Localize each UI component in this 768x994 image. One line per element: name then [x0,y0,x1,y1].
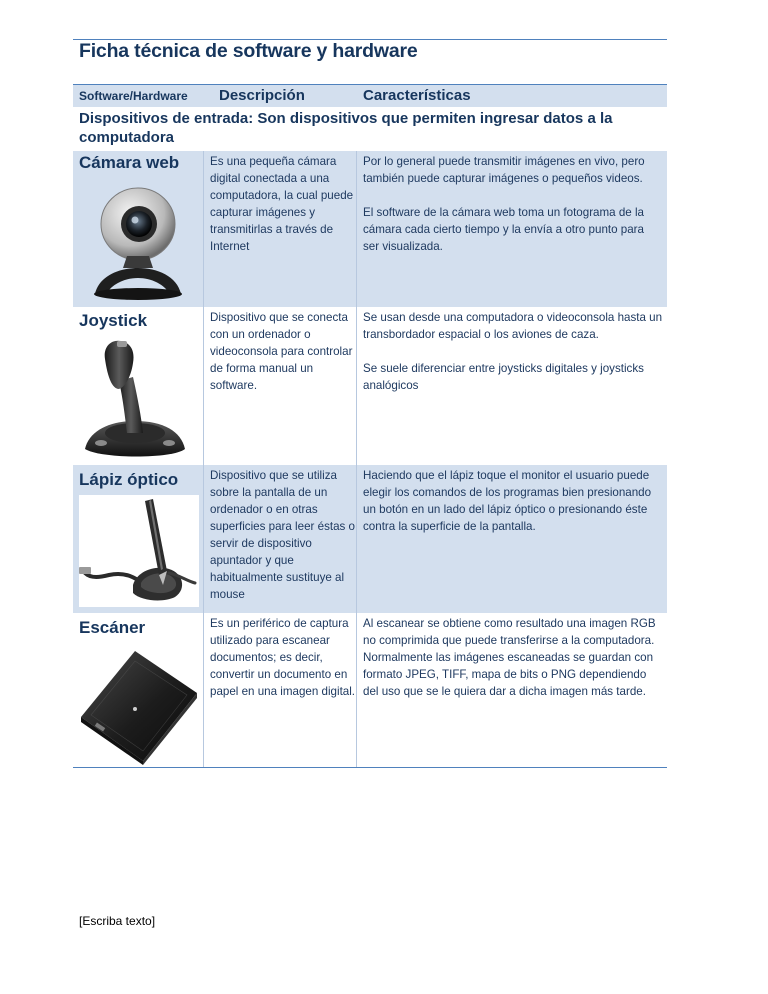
paragraph-gap [363,187,663,204]
feature-paragraph: Por lo general puede transmitir imágenes en vivo, pero también puede capturar imágenes o pequeños videos. [363,155,645,185]
webcam-image [85,184,191,302]
device-description: Dispositivo que se conecta con un ordenador o videoconsola para controlar de forma manual un software. [210,311,353,392]
header-descripcion: Descripción [219,87,305,104]
scanner-image [77,643,201,765]
light-pen-image [79,495,199,607]
column-divider [203,151,204,307]
paragraph-gap [363,343,663,360]
device-name: Lápiz óptico [79,470,179,489]
table-row [73,465,667,613]
joystick-image [81,337,189,463]
device-description: Es una pequeña cámara digital conectada a una computadora, la cual puede capturar imágenes y transmitirlas a través de Internet [210,155,354,253]
column-divider [356,465,357,613]
page-title: Ficha técnica de software y hardware [79,40,418,62]
table-row [73,151,667,307]
feature-paragraph: Se usan desde una computadora o videoconsola hasta un transbordador espacial o los aviones de caza. [363,311,663,341]
feature-paragraph: Se suele diferenciar entre joysticks digitales y joysticks analógicos [363,362,644,392]
section-title: Dispositivos de entrada: Son dispositivos que permiten ingresar datos a la computadora [79,110,613,146]
feature-paragraph: El software de la cámara web toma un fotograma de la cámara cada cierto tiempo y la envía a otro punto para ser visualizada. [363,206,644,253]
device-name: Cámara web [79,153,180,172]
device-description: Es un periférico de captura utilizado para escanear documentos; es decir, convertir un documento en papel en una imagen digital. [210,617,356,698]
table-row [73,307,667,465]
feature-paragraph: Normalmente las imágenes escaneadas se guardan con formato JPEG, TIFF, mapa de bits o PNG dependiendo del uso que se le quiera dar a dicha imagen más tarde. [363,651,654,698]
table-header-row [73,85,667,107]
device-features [363,309,663,394]
column-divider [356,151,357,307]
device-name: Joystick [79,311,148,330]
device-features [363,467,663,535]
column-divider [203,307,204,465]
device-features [363,615,663,700]
feature-paragraph: Al escanear se obtiene como resultado una imagen RGB no comprimida que puede transferirse a la computadora. [363,617,656,647]
column-divider [356,613,357,767]
header-software-hardware: Software/Hardware [79,89,188,103]
table-row [73,613,667,767]
top-rule [73,39,667,40]
section-row [73,107,667,151]
feature-paragraph: Haciendo que el lápiz toque el monitor el usuario puede elegir los comandos de los programas bien presionando un botón en un lado del lápiz óptico o presionando éste contra la superficie de la pantalla. [363,469,652,533]
header-caracteristicas: Características [363,87,471,104]
bottom-rule [73,767,667,768]
device-name: Escáner [79,618,146,637]
column-divider [203,613,204,767]
device-features [363,153,663,255]
column-divider [356,307,357,465]
column-divider [203,465,204,613]
device-description: Dispositivo que se utiliza sobre la pantalla de un ordenador o en otras superficies para leer éstas o servir de dispositivo apuntador y que habitualmente sustituye al mouse [210,469,355,601]
footer-placeholder: [Escriba texto] [79,914,156,928]
